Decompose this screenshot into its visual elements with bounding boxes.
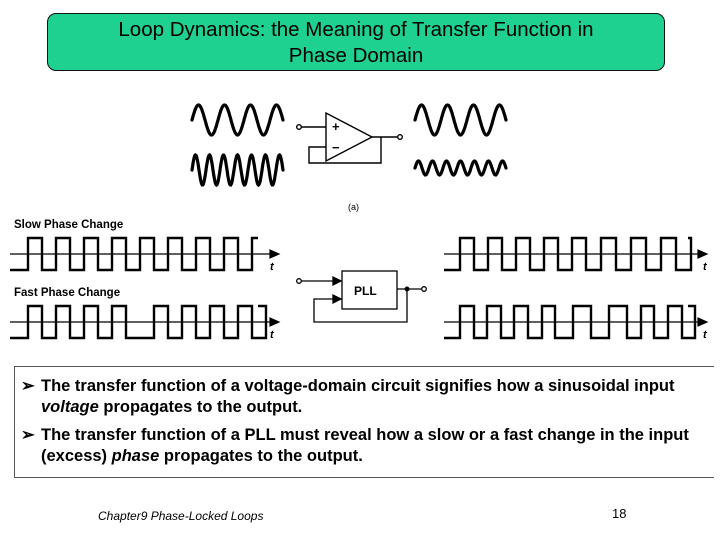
title-line-2: Phase Domain — [288, 44, 424, 67]
opamp-symbol — [297, 113, 403, 163]
bullet-list: ➢ The transfer function of a voltage-domain circuit signifies how a sinusoidal input voltage propagates to the output. ➢ The transfer function of a PLL must reveal how a slow or a fast change in the input (excess) phase propagates to the output. — [14, 366, 714, 478]
output-sine-fast — [415, 161, 506, 175]
opamp-minus-sign: − — [332, 140, 340, 155]
arrow-bullet-icon: ➢ — [21, 377, 35, 395]
time-axis-label-1: t — [270, 261, 274, 273]
input-sine-fast — [192, 155, 283, 185]
input-sine-slow — [192, 105, 283, 135]
arrow-bullet-icon: ➢ — [21, 426, 35, 444]
pll-label: PLL — [354, 284, 377, 298]
opamp-plus-sign: + — [332, 119, 340, 134]
time-axis-label-2: t — [270, 329, 274, 341]
output-sine-slow — [415, 105, 506, 135]
slow-phase-label: Slow Phase Change — [14, 219, 124, 231]
time-axis-label-4: t — [703, 329, 707, 341]
figure-label-a: (a) — [348, 202, 359, 212]
title-line-1: Loop Dynamics: the Meaning of Transfer Function in — [118, 18, 594, 41]
footer-chapter: Chapter9 Phase-Locked Loops — [98, 509, 264, 523]
emph-phase: phase — [111, 447, 160, 465]
fast-phase-label: Fast Phase Change — [14, 287, 121, 299]
time-axis-label-3: t — [703, 261, 707, 273]
emph-voltage: voltage — [41, 398, 99, 416]
page-number: 18 — [612, 506, 627, 521]
